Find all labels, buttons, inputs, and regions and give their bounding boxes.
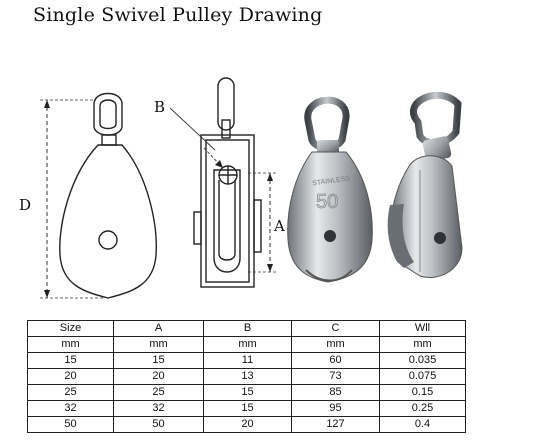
svg-text:STAINLESS: STAINLESS — [311, 175, 351, 188]
table-cell: 20 — [114, 369, 204, 385]
table-row — [28, 417, 466, 433]
table-cell: 15 — [114, 353, 204, 369]
table-cell: 0.15 — [380, 385, 466, 401]
table-cell: 85 — [292, 385, 380, 401]
table-row — [28, 385, 466, 401]
table-cell: 13 — [204, 369, 292, 385]
table-row — [28, 401, 466, 417]
label-b: B — [154, 98, 166, 116]
dimension-b — [154, 98, 223, 168]
table-cell: 95 — [292, 401, 380, 417]
table-cell: 20 — [28, 369, 114, 385]
table-cell: 15 — [204, 385, 292, 401]
header-cell: Size — [28, 321, 114, 337]
unit-cell: mm — [204, 337, 292, 353]
table-cell: 0.075 — [380, 369, 466, 385]
header-cell: C — [292, 321, 380, 337]
side-view-drawing — [194, 78, 261, 287]
table-cell: 0.035 — [380, 353, 466, 369]
pulley-photo-front — [288, 100, 373, 282]
table-cell: 127 — [292, 417, 380, 433]
unit-cell: mm — [292, 337, 380, 353]
header-cell: A — [114, 321, 204, 337]
svg-text:50: 50 — [316, 191, 339, 213]
front-view-drawing — [60, 94, 156, 299]
table-cell: 25 — [28, 385, 114, 401]
table-cell: 25 — [114, 385, 204, 401]
table-row — [28, 353, 466, 369]
table-cell: 11 — [204, 353, 292, 369]
page-title: Single Swivel Pulley Drawing — [33, 4, 323, 26]
dimension-d — [19, 100, 104, 298]
table-cell: 20 — [204, 417, 292, 433]
label-d: D — [19, 196, 32, 214]
table-cell: 73 — [292, 369, 380, 385]
table-cell: 15 — [204, 401, 292, 417]
table-cell: 0.4 — [380, 417, 466, 433]
table-cell: 60 — [292, 353, 380, 369]
table-cell: 32 — [114, 401, 204, 417]
table-row — [28, 369, 466, 385]
table-cell: 50 — [28, 417, 114, 433]
unit-cell: mm — [114, 337, 204, 353]
pulley-photo-side — [388, 95, 462, 277]
unit-cell: mm — [28, 337, 114, 353]
header-cell: Wll — [380, 321, 466, 337]
table-cell: 0.25 — [380, 401, 466, 417]
table-cell: 50 — [114, 417, 204, 433]
unit-cell: mm — [380, 337, 466, 353]
table-cell: 32 — [28, 401, 114, 417]
label-a: A — [274, 217, 285, 235]
table-cell: 15 — [28, 353, 114, 369]
table-header-row — [28, 321, 466, 337]
table-units-row — [28, 337, 466, 353]
header-cell: B — [204, 321, 292, 337]
spec-table — [27, 320, 466, 433]
